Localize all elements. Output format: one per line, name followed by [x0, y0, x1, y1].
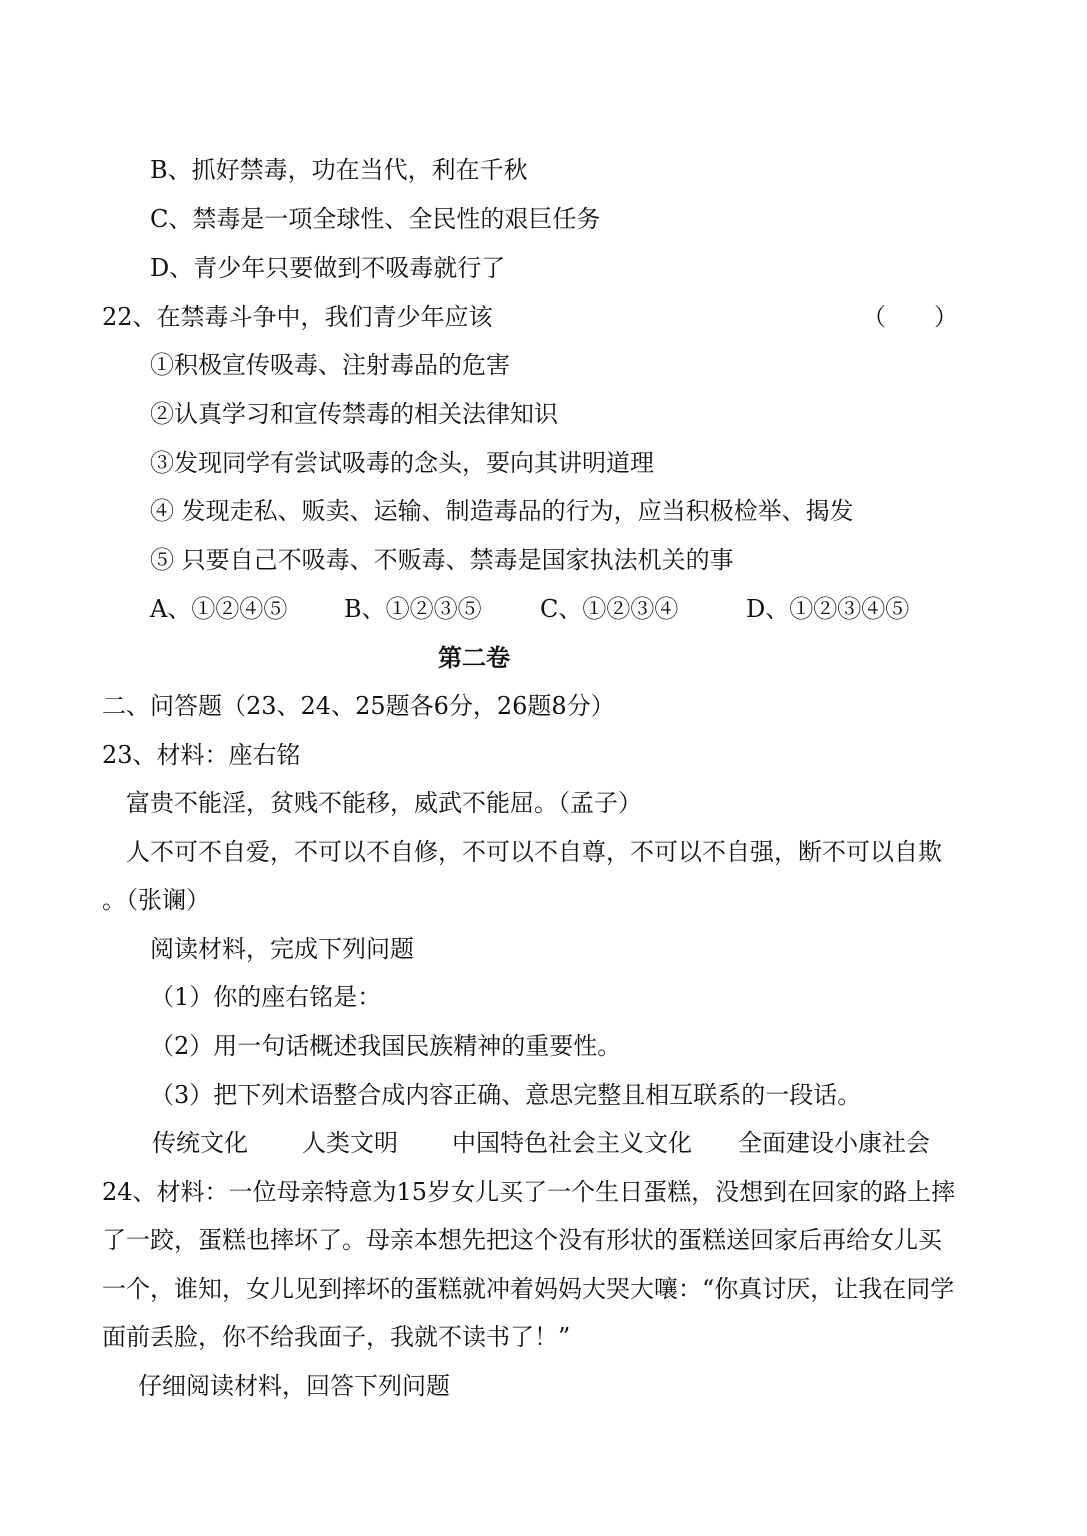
q23-term-2: 人类文明 — [302, 1129, 398, 1157]
q23-sub-3: （3）把下列术语整合成内容正确、意思完整且相互联系的一段话。 — [150, 1081, 862, 1109]
q23-instruction: 阅读材料，完成下列问题 — [150, 935, 414, 963]
q22-choice-d: D、①②③④⑤ — [746, 595, 910, 623]
q23-quote-2-line-1: 人不可不自爱，不可以不自修，不可以不自尊，不可以不自强，断不可以自欺 — [126, 838, 942, 866]
q21-option-d: D、青少年只要做到不吸毒就行了 — [150, 254, 506, 282]
q23-sub-1: （1）你的座右铭是： — [150, 983, 382, 1011]
q23-stem: 23、材料：座右铭 — [102, 741, 301, 769]
q23-term-4: 全面建设小康社会 — [738, 1129, 930, 1157]
q23-quote-2-line-2: 。（张谰） — [102, 886, 210, 914]
q21-option-c: C、禁毒是一项全球性、全民性的艰巨任务 — [150, 205, 601, 233]
q24-line-4: 面前丢脸，你不给我面子，我就不读书了！” — [102, 1323, 571, 1351]
q24-line-3: 一个，谁知，女儿见到摔坏的蛋糕就冲着妈妈大哭大嚷：“你真讨厌，让我在同学 — [102, 1275, 955, 1303]
q23-quote-1: 富贵不能淫，贫贱不能移，威武不能屈。（孟子） — [126, 789, 642, 817]
q24-instruction: 仔细阅读材料，回答下列问题 — [138, 1372, 450, 1400]
q24-line-1: 24、材料：一位母亲特意为15岁女儿买了一个生日蛋糕，没想到在回家的路上摔 — [102, 1178, 956, 1206]
q22-stem: 22、在禁毒斗争中，我们青少年应该 — [102, 303, 493, 331]
q22-item-4: ④ 发现走私、贩卖、运输、制造毒品的行为，应当积极检举、揭发 — [150, 497, 854, 525]
q22-choice-b: B、①②③⑤ — [344, 595, 482, 623]
q22-choice-c: C、①②③④ — [540, 595, 679, 623]
q22-item-3: ③发现同学有尝试吸毒的念头，要向其讲明道理 — [150, 449, 654, 477]
section-heading: 二、问答题（23、24、25题各6分，26题8分） — [102, 692, 615, 720]
q23-term-3: 中国特色社会主义文化 — [452, 1129, 692, 1157]
volume-title: 第二卷 — [438, 643, 510, 672]
q23-term-1: 传统文化 — [152, 1129, 248, 1157]
q24-line-2: 了一跤，蛋糕也摔坏了。母亲本想先把这个没有形状的蛋糕送回家后再给女儿买 — [102, 1226, 942, 1254]
q21-option-b: B、抓好禁毒，功在当代，利在千秋 — [150, 156, 528, 184]
q22-answer-bracket: （ ） — [862, 303, 958, 331]
q23-sub-2: （2）用一句话概述我国民族精神的重要性。 — [150, 1032, 622, 1060]
q22-item-2: ②认真学习和宣传禁毒的相关法律知识 — [150, 400, 558, 428]
q22-choice-a: A、①②④⑤ — [150, 595, 288, 623]
q22-item-1: ①积极宣传吸毒、注射毒品的危害 — [150, 351, 510, 379]
q22-item-5: ⑤ 只要自己不吸毒、不贩毒、禁毒是国家执法机关的事 — [150, 546, 734, 574]
